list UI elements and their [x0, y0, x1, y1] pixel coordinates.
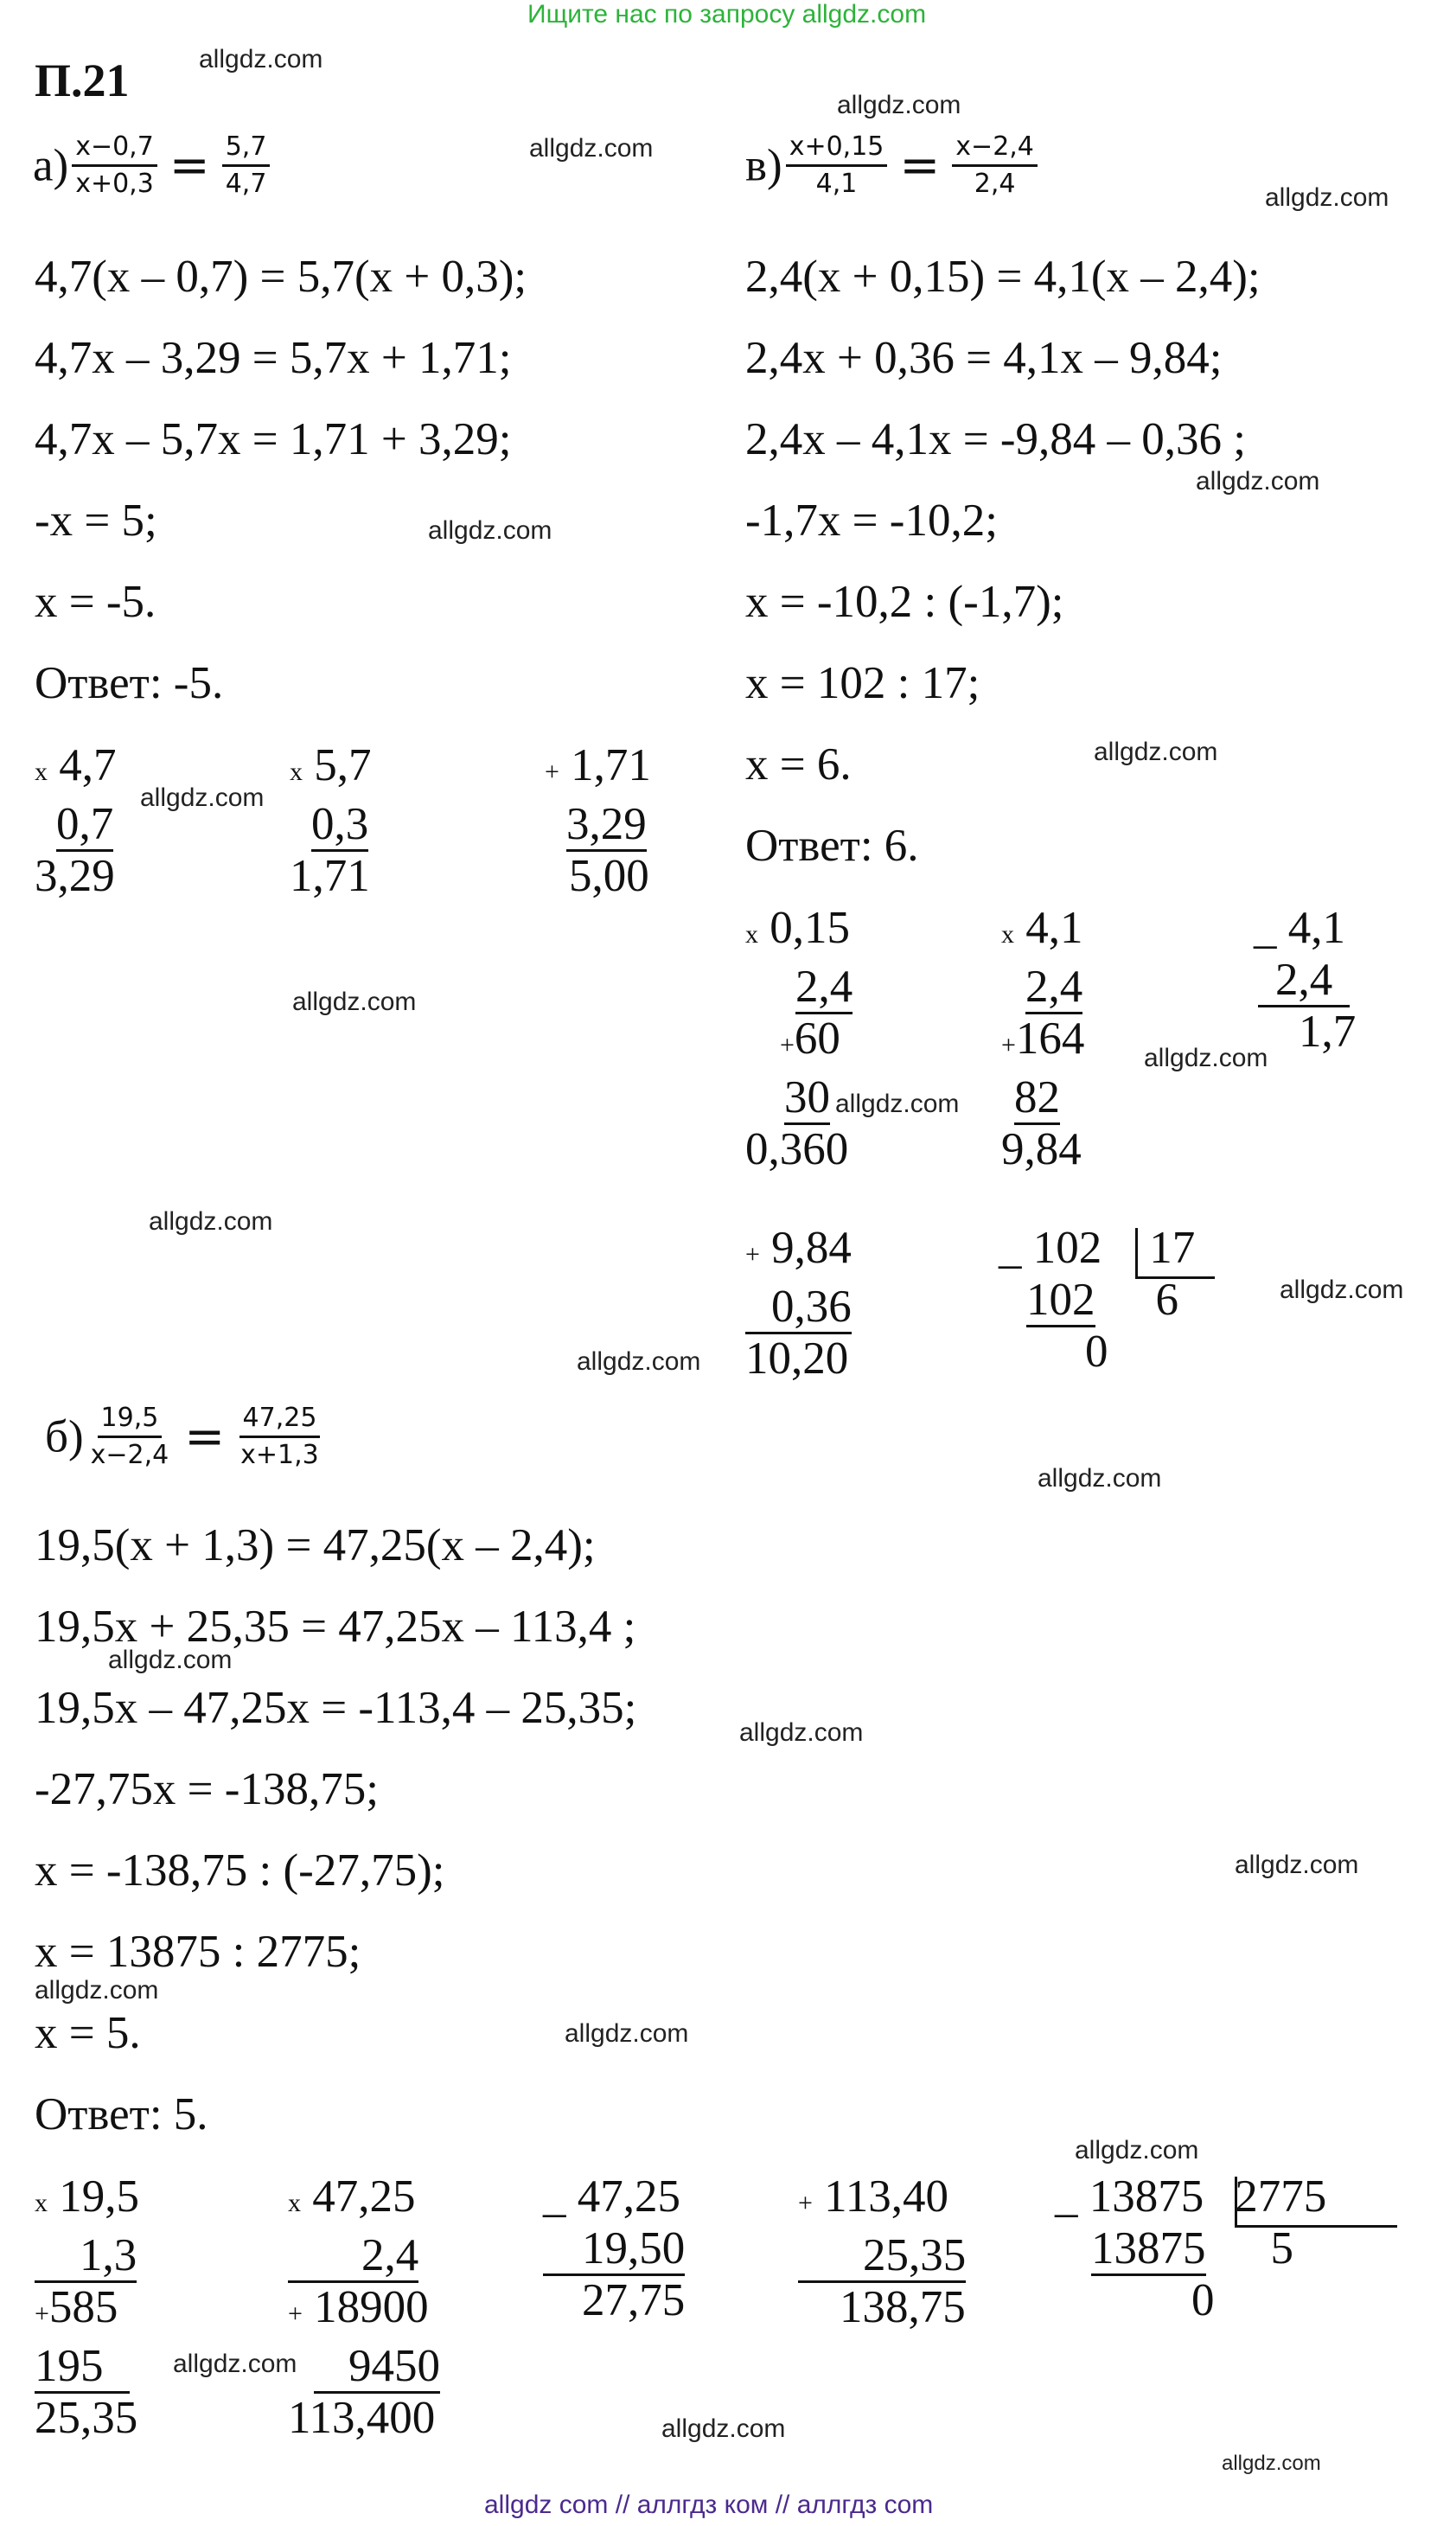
operand: 2,4	[288, 2230, 418, 2283]
watermark: allgdz.com	[1144, 1044, 1268, 1072]
operator: +	[545, 758, 559, 786]
partial-product: 9450	[314, 2341, 440, 2394]
page-title: П.21	[35, 54, 130, 106]
subtrahend: 13875	[1091, 2223, 1206, 2276]
equals-sign: =	[184, 1409, 226, 1465]
dividend: 102	[1032, 1223, 1102, 1273]
part-b-step-5: x = -138,75 : (-27,75);	[35, 1845, 445, 1896]
operand: 4,7	[59, 740, 117, 790]
operand: 47,25	[312, 2171, 416, 2222]
partial-product: 195	[35, 2341, 130, 2394]
operator: +	[1001, 1031, 1016, 1059]
operand: 19,50	[543, 2223, 685, 2276]
operator: x	[1001, 920, 1014, 949]
part-b-step-4: -27,75x = -138,75;	[35, 1764, 379, 1814]
watermark: allgdz.com	[1094, 738, 1218, 766]
partial-product: 82	[1014, 1072, 1060, 1125]
operator: x	[35, 2189, 48, 2217]
part-b-mult-1	[35, 2171, 139, 2444]
part-a-step-3: 4,7x – 5,7x = 1,71 + 3,29;	[35, 414, 512, 464]
watermark: allgdz.com	[1038, 1464, 1162, 1493]
operand: 0,15	[770, 903, 850, 953]
part-a-frac-right	[222, 130, 271, 201]
quotient: 5	[1270, 2223, 1293, 2273]
watermark: allgdz.com	[1075, 2136, 1199, 2165]
watermark: allgdz.com	[1280, 1276, 1404, 1304]
watermark: allgdz.com	[1265, 183, 1389, 212]
subtrahend: 102	[1026, 1275, 1095, 1327]
partial-product: 585	[48, 2282, 118, 2332]
part-b-label: б)	[45, 1411, 84, 1462]
part-v-answer: Ответ: 6.	[745, 821, 919, 871]
dividend: 13875	[1089, 2171, 1204, 2222]
operand: 1,3	[35, 2230, 137, 2283]
frac-numerator: x−2,4	[952, 130, 1038, 167]
operator: +	[798, 2189, 813, 2217]
part-b-subtraction	[543, 2171, 685, 2326]
part-v-step-7: x = 6.	[745, 739, 852, 790]
operator: _	[999, 1223, 1022, 1273]
division-bar	[1235, 2225, 1397, 2228]
watermark: allgdz.com	[661, 2414, 786, 2443]
part-b-equation	[45, 1401, 322, 1473]
operand: 19,5	[59, 2171, 139, 2222]
part-b-step-3: 19,5x – 47,25x = -113,4 – 25,35;	[35, 1683, 637, 1733]
watermark: allgdz.com	[140, 783, 265, 812]
watermark: allgdz.com	[149, 1207, 273, 1236]
part-v-step-1: 2,4(x + 0,15) = 4,1(x – 2,4);	[745, 252, 1261, 302]
watermark: allgdz.com	[1196, 467, 1320, 496]
result: 10,20	[745, 1333, 849, 1384]
operator: x	[288, 2189, 301, 2217]
operator: _	[1254, 903, 1277, 953]
divisor: 17	[1149, 1223, 1196, 1273]
part-a-mult-2	[290, 739, 372, 902]
part-b-step-7: x = 5.	[35, 2008, 141, 2058]
division-bar	[1235, 2177, 1237, 2225]
operator: _	[543, 2171, 566, 2222]
watermark: allgdz.com	[739, 1718, 864, 1747]
operand: 9,84	[771, 1223, 852, 1273]
result: 3,29	[35, 851, 115, 901]
part-b-frac-right	[237, 1401, 322, 1473]
part-a-label: а)	[33, 140, 69, 191]
part-v-mult-2	[1001, 902, 1084, 1175]
operand: 4,1	[1287, 903, 1345, 953]
watermark: allgdz.com	[565, 2019, 689, 2048]
frac-denominator: x−2,4	[90, 1440, 169, 1470]
watermark: allgdz.com	[173, 2350, 297, 2378]
result: 25,35	[35, 2393, 138, 2443]
result: 113,400	[288, 2393, 436, 2443]
watermark: allgdz.com	[835, 1090, 960, 1118]
remainder: 0	[1191, 2275, 1215, 2325]
operand: 2,4	[1025, 962, 1082, 1014]
watermark: allgdz.com	[577, 1347, 701, 1376]
result: 9,84	[1001, 1124, 1082, 1174]
watermark: allgdz.com	[199, 45, 323, 74]
partial-product: 30	[784, 1072, 830, 1125]
part-v-step-6: x = 102 : 17;	[745, 658, 980, 708]
frac-denominator: x+0,3	[75, 169, 154, 199]
part-v-subtraction	[1254, 902, 1356, 1058]
part-a-step-1: 4,7(x – 0,7) = 5,7(x + 0,3);	[35, 252, 527, 302]
operand: 2,4	[795, 962, 853, 1014]
frac-numerator: 47,25	[239, 1401, 321, 1438]
part-v-equation	[745, 130, 1038, 201]
operand: 2,4	[1258, 955, 1350, 1007]
part-b-step-1: 19,5(x + 1,3) = 47,25(x – 2,4);	[35, 1520, 596, 1570]
watermark: allgdz.com	[1235, 1851, 1359, 1879]
part-a-frac-left	[72, 130, 157, 201]
part-v-frac-right	[952, 130, 1038, 201]
operator: +	[288, 2299, 303, 2328]
part-b-step-2: 19,5x + 25,35 = 47,25x – 113,4 ;	[35, 1602, 636, 1652]
operator: +	[745, 1240, 760, 1269]
part-b-mult-2	[288, 2171, 440, 2444]
operand: 47,25	[577, 2171, 680, 2222]
part-v-sum	[745, 1222, 852, 1385]
operator: _	[1055, 2171, 1078, 2222]
operand: 0,7	[56, 799, 113, 852]
result: 0,360	[745, 1124, 849, 1174]
quotient: 6	[1155, 1275, 1178, 1325]
partial-product: 60	[794, 1014, 840, 1064]
part-b-frac-left	[87, 1401, 173, 1473]
frac-numerator: 19,5	[98, 1401, 163, 1438]
part-a-step-5: x = -5.	[35, 577, 156, 627]
part-v-label: в)	[745, 140, 782, 191]
part-a-answer: Ответ: -5.	[35, 658, 224, 708]
part-a-mult-1	[35, 739, 117, 902]
part-a-step-2: 4,7x – 3,29 = 5,7x + 1,71;	[35, 333, 512, 383]
part-v-frac-left	[786, 130, 888, 201]
frac-denominator: 2,4	[974, 169, 1016, 199]
result: 138,75	[840, 2282, 966, 2332]
operator: +	[35, 2299, 49, 2328]
part-v-mult-1	[745, 902, 853, 1175]
watermark: allgdz.com	[529, 134, 654, 163]
division-bar	[1135, 1228, 1138, 1276]
frac-denominator: 4,1	[815, 169, 858, 199]
frac-denominator: 4,7	[225, 169, 267, 199]
remainder: 0	[1085, 1327, 1108, 1377]
part-a-equation	[33, 130, 270, 201]
operand: 1,71	[571, 740, 651, 790]
operand: 5,7	[314, 740, 372, 790]
frac-numerator: x−0,7	[72, 130, 157, 167]
partial-product: 164	[1015, 1014, 1085, 1064]
watermark: allgdz.com	[292, 988, 417, 1016]
operand: 4,1	[1025, 903, 1083, 953]
part-v-step-3: 2,4x – 4,1x = -9,84 – 0,36 ;	[745, 414, 1247, 464]
equals-sign: =	[169, 137, 210, 194]
part-a-sum-1	[545, 739, 651, 902]
operator: x	[745, 920, 758, 949]
frac-numerator: 5,7	[222, 130, 271, 167]
top-banner[interactable]: Ищите нас по запросу allgdz.com	[527, 0, 927, 29]
result: 5,00	[569, 851, 649, 901]
operand: 0,36	[745, 1282, 852, 1334]
part-v-step-2: 2,4x + 0,36 = 4,1x – 9,84;	[745, 333, 1223, 383]
operator: x	[290, 758, 303, 786]
part-a-step-4: -x = 5;	[35, 496, 157, 546]
watermark: allgdz.com	[1222, 2452, 1321, 2475]
frac-denominator: x+1,3	[240, 1440, 319, 1470]
frac-numerator: x+0,15	[786, 130, 888, 167]
operand: 3,29	[566, 799, 647, 852]
result: 27,75	[582, 2275, 686, 2325]
operand: 0,3	[311, 799, 368, 852]
watermark: allgdz.com	[35, 1976, 159, 2005]
operator: x	[35, 758, 48, 786]
operand: 113,40	[824, 2171, 948, 2222]
divisor: 2775	[1235, 2171, 1327, 2222]
watermark: allgdz.com	[428, 516, 552, 545]
bottom-banner[interactable]: allgdz com // аллгдз ком // аллгдз com	[484, 2491, 934, 2519]
part-b-sum	[798, 2171, 966, 2333]
operator: +	[780, 1031, 795, 1059]
part-b-division	[1055, 2171, 1326, 2326]
result: 1,7	[1299, 1007, 1357, 1057]
part-b-answer: Ответ: 5.	[35, 2089, 208, 2139]
operand: 25,35	[798, 2230, 966, 2283]
part-v-division	[999, 1222, 1195, 1378]
partial-product: 18900	[314, 2282, 429, 2332]
result: 1,71	[290, 851, 370, 901]
watermark: allgdz.com	[108, 1646, 233, 1674]
part-v-step-4: -1,7x = -10,2;	[745, 496, 998, 546]
watermark: allgdz.com	[837, 91, 961, 119]
equals-sign: =	[899, 137, 941, 194]
part-b-step-6: x = 13875 : 2775;	[35, 1927, 361, 1977]
division-bar	[1135, 1276, 1215, 1279]
part-v-step-5: x = -10,2 : (-1,7);	[745, 577, 1064, 627]
